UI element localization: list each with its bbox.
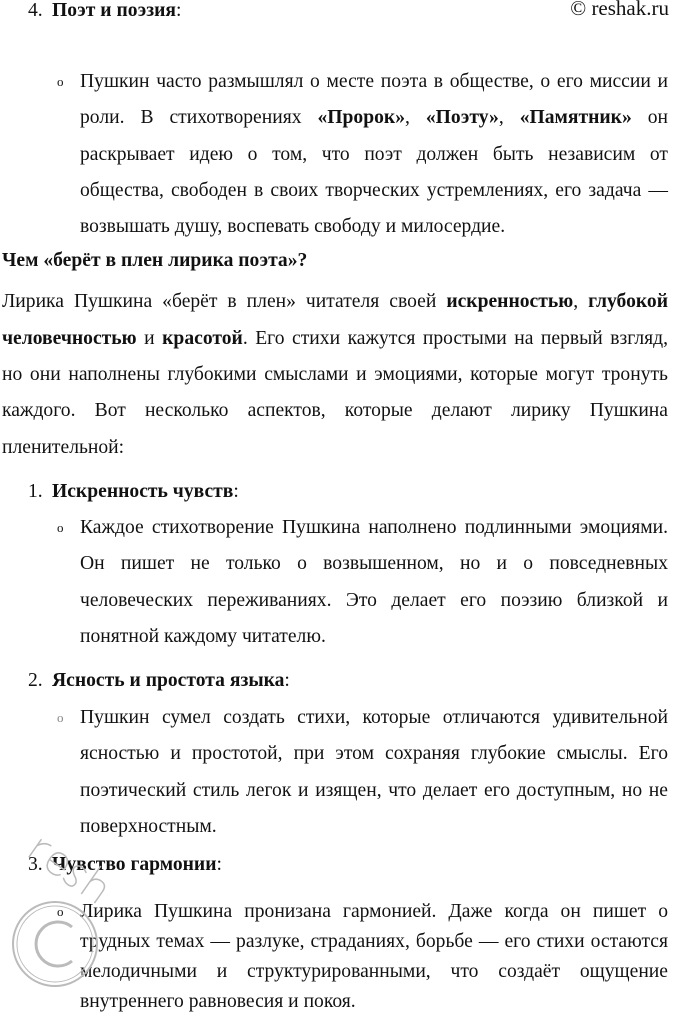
- list-number: 2.: [28, 670, 43, 692]
- list-heading: Чувство гармонии:: [52, 854, 222, 876]
- list-title: Ясность и простота языка: [52, 670, 285, 692]
- list-heading: [52, 0, 181, 23]
- list-number: 1.: [28, 480, 43, 502]
- bullet-icon: o: [57, 519, 64, 535]
- list-title: Чувство гармонии: [52, 854, 217, 876]
- bullet-paragraph: o Пушкин сумел создать стихи, которые отличаются удивительной ясностью и простотой, при этом сохраняя глубокие смыслы. Его поэтический стиль легок и изящен, что делает его доступным, но не поверхностным.: [80, 700, 668, 845]
- list-heading: Искренность чувств:: [52, 480, 239, 502]
- bullet-paragraph: o Каждое стихотворение Пушкина наполнено подлинными эмоциями. Он пишет не только о возвышенном, но и о повседневных человеческих переживаниях. Это делает его поэзию близкой и понятной каждому читателю.: [80, 510, 668, 655]
- bullet-paragraph: o Пушкин часто размышлял о месте поэта в обществе, о его миссии и роли. В стихотворениях «Пророк», «Поэту», «Памятник» он раскрывает идею о том, что поэт должен быть независим от общества, свободен в своих творческих устремлениях, его задача — возвышать душу, воспевать свободу и милосердие.: [80, 64, 668, 245]
- list-number: 3.: [28, 854, 43, 876]
- list-item-2-heading: [0, 669, 668, 693]
- poem-title: «Пророк»: [317, 107, 405, 129]
- list-number: 4.: [28, 0, 43, 21]
- list-title: Искренность чувств: [52, 480, 234, 502]
- colon: :: [176, 0, 182, 21]
- list-item-1-heading: [0, 480, 668, 504]
- intro-paragraph: Лирика Пушкина «берёт в плен» читателя своей искренностью, глубокой человечностью и красотой. Его стихи кажутся простыми на первый взгляд, но они наполнены глубокими смыслами и эмоциями, которые могут тронуть каждого. Вот несколько аспектов, которые делают лирику Пушкина пленительной:: [2, 291, 668, 458]
- bullet-paragraph: o Лирика Пушкина пронизана гармонией. Даже когда он пишет о трудных темах — разлуке, страданиях, борьбе — его стихи остаются мелодичными и структурированными, что создаёт ощущение внутреннего равновесия и покоя.: [80, 897, 668, 1017]
- poem-title: «Памятник»: [519, 107, 632, 129]
- bullet-icon: o: [57, 74, 64, 89]
- list-heading: Ясность и простота языка:: [52, 670, 290, 692]
- bullet-icon: o: [57, 904, 64, 920]
- section-heading: Чем «берёт в плен лирика поэта»?: [2, 250, 308, 272]
- copyright-watermark: © reshak.ru: [564, 0, 669, 20]
- poem-title: «Поэту»: [425, 107, 499, 129]
- list-title: Поэт и поэзия: [52, 0, 177, 21]
- list-item-3-heading: [0, 853, 668, 877]
- bullet-icon: o: [57, 710, 64, 726]
